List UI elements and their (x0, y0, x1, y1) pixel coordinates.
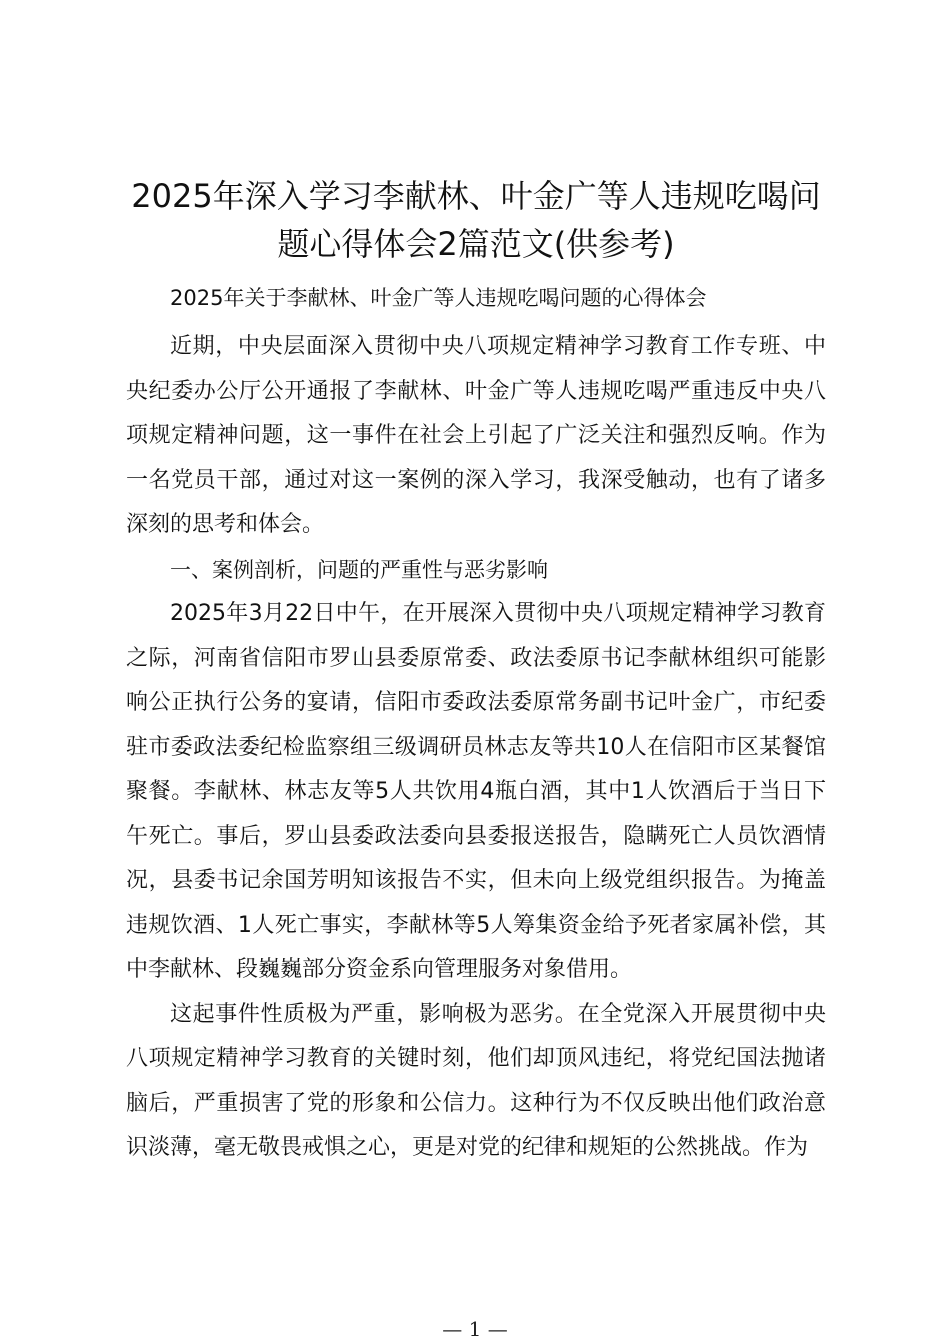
paragraph-intro: 近期，中央层面深入贯彻中央八项规定精神学习教育工作专班、中央纪委办公厅公开通报了李献林、叶金广等人违规吃喝严重违反中央八项规定精神问题，这一事件在社会上引起了广泛关注和强烈反响。作为一名党员干部，通过对这一案例的深入学习，我深受触动，也有了诸多深刻的思考和体会。 (126, 334, 826, 537)
document-subtitle: 2025年关于李献林、叶金广等人违规吃喝问题的心得体会 (170, 286, 707, 310)
page-number: — 1 — (442, 1317, 508, 1341)
section-heading-1: 一、案例剖析，问题的严重性与恶劣影响 (170, 557, 548, 582)
document-title: 2025年深入学习李献林、叶金广等人违规吃喝问题心得体会2篇范文(供参考) (131, 177, 821, 263)
paragraph-analysis: 这起事件性质极为严重，影响极为恶劣。在全党深入开展贯彻中央八项规定精神学习教育的关键时刻，他们却顶风违纪，将党纪国法抛诸脑后，严重损害了党的形象和公信力。这种行为不仅反映出他们政治意识淡薄，毫无敬畏戒惧之心，更是对党的纪律和规矩的公然挑战。作为 (126, 1001, 826, 1160)
paragraph-case: 2025年3月22日中午，在开展深入贯彻中央八项规定精神学习教育之际，河南省信阳市罗山县委原常委、政法委原书记李献林组织可能影响公正执行公务的宴请，信阳市委政法委原常务副书记叶金广，市纪委驻市委政法委纪检监察组三级调研员林志友等共10人在信阳市区某餐馆聚餐。李献林、林志友等5人共饮用4瓶白酒，其中1人饮酒后于当日下午死亡。事后，罗山县委政法委向县委报送报告，隐瞒死亡人员饮酒情况，县委书记余国芳明知该报告不实，但未向上级党组织报告。为掩盖违规饮酒、1人死亡事实，李献林等5人筹集资金给予死者家属补偿，其中李献林、段巍巍部分资金系向管理服务对象借用。 (126, 601, 826, 982)
document-body (126, 325, 826, 1171)
